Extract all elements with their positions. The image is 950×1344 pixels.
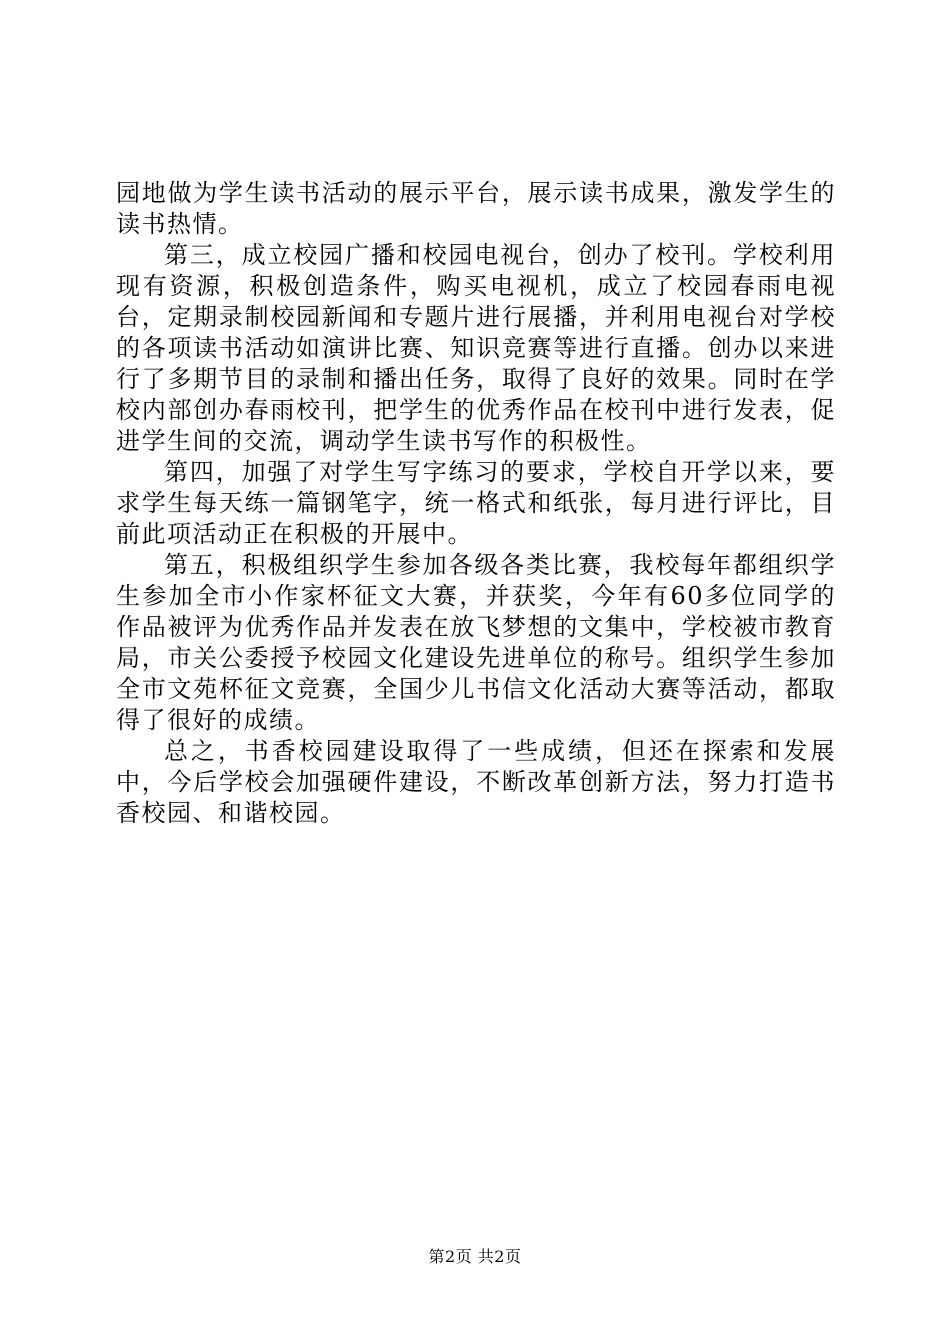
page-number-footer: 第2页 共2页 [428, 1247, 522, 1266]
paragraph-fourth-item: 第四，加强了对学生写字练习的要求，学校自开学以来，要求学生每天练一篇钢笔字，统一格式和纸张，每月进行评比，目前此项活动正在积极的开展中。 [116, 458, 836, 548]
paragraph-conclusion: 总之，书香校园建设取得了一些成绩，但还在探索和发展中，今后学校会加强硬件建设，不断改革创新方法，努力打造书香校园、和谐校园。 [116, 737, 836, 827]
paragraph-fifth-item: 第五，积极组织学生参加各级各类比赛，我校每年都组织学生参加全市小作家杯征文大赛，并获奖，今年有60多位同学的作品被评为优秀作品并发表在放飞梦想的文集中，学校被市教育局，市关公委授予校园文化建设先进单位的称号。组织学生参加全市文苑杯征文竞赛，全国少儿书信文化活动大赛等活动，都取得了很好的成绩。 [116, 551, 836, 734]
paragraph-continuation: 园地做为学生读书活动的展示平台，展示读书成果，激发学生的读书热情。 [116, 179, 836, 238]
document-body [116, 178, 836, 829]
paragraph-third-item: 第三，成立校园广播和校园电视台，创办了校刊。学校利用现有资源，积极创造条件，购买电视机，成立了校园春雨电视台，定期录制校园新闻和专题片进行展播，并利用电视台对学校的各项读书活动如演讲比赛、知识竞赛等进行直播。创办以来进行了多期节目的录制和播出任务，取得了良好的效果。同时在学校内部创办春雨校刊，把学生的优秀作品在校刊中进行发表，促进学生间的交流，调动学生读书写作的积极性。 [116, 241, 836, 455]
